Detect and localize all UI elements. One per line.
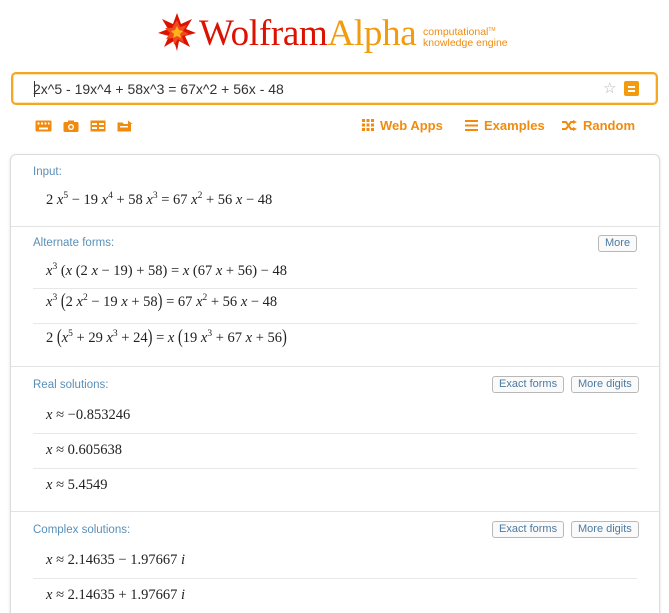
more-button[interactable]: More (598, 235, 637, 252)
input-expression: 2 $x^5 - 19$ $x^4 + 58$ $x^3 = 67$ $x^2 + 56$ x − 48 (46, 191, 273, 208)
examples-label: Examples (484, 118, 545, 133)
keyboard-icon[interactable] (35, 120, 52, 132)
exact-forms-button[interactable]: Exact forms (492, 521, 564, 538)
brand-name (199, 14, 416, 54)
pod-title-complex-solutions: Complex solutions: (33, 524, 131, 536)
alternate-form-2: $x^3$ (2 $x^2 - 19$ x + 58) = 67 $x^2 + 56$ x − 48 (46, 291, 278, 313)
search-box (11, 72, 658, 105)
more-digits-button[interactable]: More digits (571, 521, 639, 538)
row-divider (33, 468, 637, 469)
tagline-line1: computational (423, 26, 489, 38)
pod-title-real-solutions: Real solutions: (33, 379, 109, 391)
brand-alpha: Alpha (327, 13, 417, 54)
web-apps-link[interactable] (362, 118, 443, 134)
exact-forms-button[interactable]: Exact forms (492, 376, 564, 393)
folder-upload-icon[interactable] (117, 120, 134, 132)
random-link[interactable] (562, 118, 635, 134)
row-divider (33, 433, 637, 434)
search-input[interactable] (33, 80, 593, 98)
trademark: TM (488, 27, 496, 33)
pod-divider (11, 366, 659, 367)
real-solution-3: x ≈ 5.4549 (46, 477, 108, 493)
wolfram-alpha-logo[interactable] (157, 12, 527, 60)
input-toolbar (0, 116, 669, 136)
camera-icon[interactable] (63, 120, 79, 132)
tagline (423, 25, 508, 49)
equals-button-icon[interactable] (624, 81, 639, 96)
star-icon[interactable]: ☆ (603, 80, 617, 97)
brand-wolfram: Wolfram (199, 13, 328, 54)
text-caret (34, 81, 35, 97)
grid-icon (362, 119, 374, 131)
row-divider (33, 578, 637, 579)
shuffle-icon (562, 120, 577, 131)
list-icon (465, 120, 478, 131)
real-solution-1: x ≈ −0.853246 (46, 407, 131, 423)
row-divider (33, 323, 637, 324)
row-divider (33, 288, 637, 289)
spikey-logo-icon (157, 12, 197, 52)
complex-solution-1: x ≈ 2.14635 − 1.97667 i (46, 552, 185, 568)
pod-divider (11, 511, 659, 512)
pod-title-alternate-forms: Alternate forms: (33, 237, 115, 249)
web-apps-label: Web Apps (380, 118, 443, 133)
pod-title-input: Input: (33, 166, 62, 178)
more-digits-button[interactable]: More digits (571, 376, 639, 393)
tagline-line2: knowledge engine (423, 37, 508, 49)
pod-divider (11, 226, 659, 227)
random-label: Random (583, 118, 635, 133)
real-solution-2: x ≈ 0.605638 (46, 442, 123, 458)
results-card (10, 154, 660, 613)
alternate-form-1: $x^3$ (x (2 x − 19) + 58) = x (67 x + 56) − 48 (46, 262, 287, 279)
complex-solution-2: x ≈ 2.14635 + 1.97667 i (46, 587, 185, 603)
alternate-form-3: 2 ($x^5 + 29$ $x^3 + 24) = x$ (19 $x^3 + 67$ x + 56) (46, 327, 287, 349)
table-icon[interactable] (90, 120, 106, 132)
examples-link[interactable] (465, 118, 545, 134)
